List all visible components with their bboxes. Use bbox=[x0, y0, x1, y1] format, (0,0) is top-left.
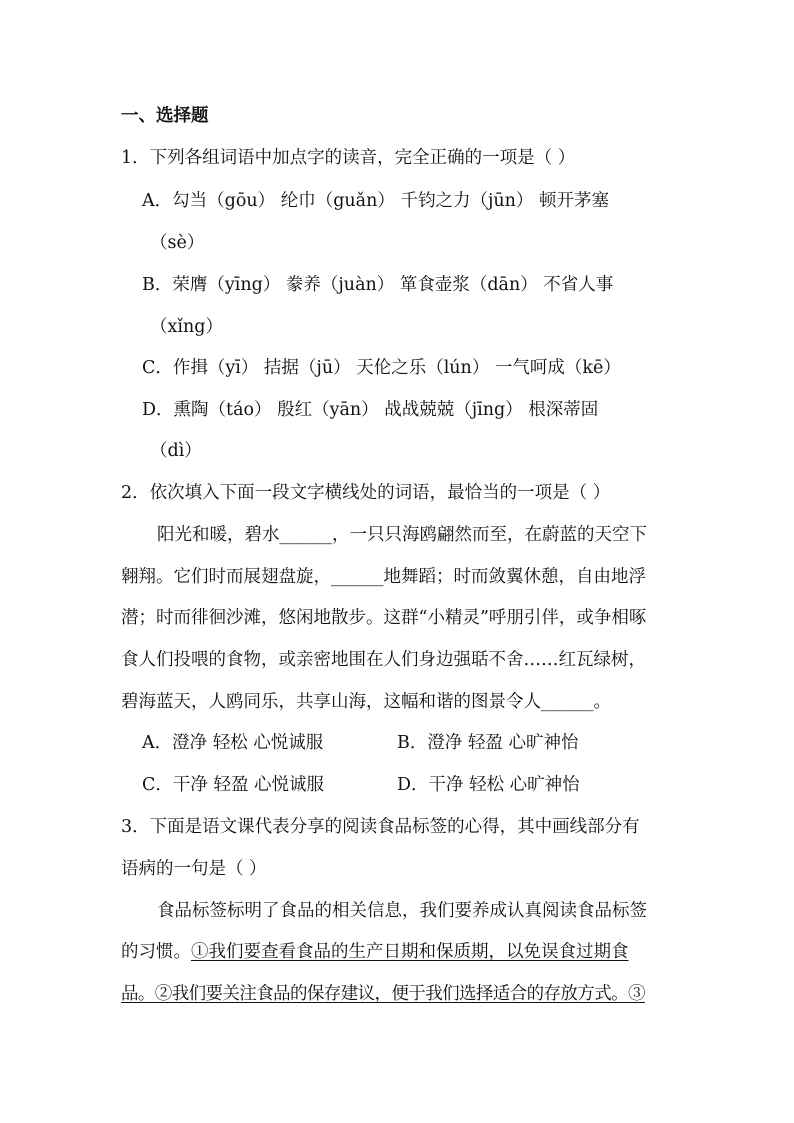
q3-stem: 3．下面是语文课代表分享的阅读食品标签的心得，其中画线部分有 bbox=[121, 817, 640, 837]
q2-passage-line: 翱翔。它们时而展翅盘旋，______地舞蹈；时而敛翼休憩，自由地浮 bbox=[121, 567, 646, 587]
q2-passage-line: 碧海蓝天，人鸥同乐，共享山海，这幅和谐的图景令人______。 bbox=[121, 692, 611, 712]
section-title: 一、选择题 bbox=[121, 106, 209, 126]
q1-stem: 1．下列各组词语中加点字的读音，完全正确的一项是（ ） bbox=[121, 148, 576, 168]
q3-stem-cont: 语病的一句是（ ） bbox=[121, 859, 267, 879]
q3-passage-plain: 的习惯。 bbox=[121, 942, 191, 962]
q1-option-d-cont: （dì） bbox=[150, 441, 202, 461]
q2-option-c: C．干净 轻盈 心悦诚服 bbox=[142, 775, 325, 795]
q2-passage-line: 食人们投喂的食物，或亲密地围在人们身边强聒不舍……红瓦绿树， bbox=[121, 650, 646, 670]
q3-underlined-sentence-1: ①我们要查看食品的生产日期和保质期，以免误食过期食 bbox=[191, 942, 629, 962]
q3-passage-line: 食品标签标明了食品的相关信息，我们要养成认真阅读食品标签 bbox=[157, 901, 647, 921]
q2-option-a: A．澄净 轻松 心悦诚服 bbox=[142, 733, 324, 753]
q1-option-b: B．荣膺（yīng） 豢养（juàn） 箪食壶浆（dān） 不省人事 bbox=[142, 275, 614, 295]
q1-option-d: D．熏陶（táo） 殷红（yān） 战战兢兢（jīng） 根深蒂固 bbox=[142, 400, 599, 420]
q3-passage-line bbox=[121, 940, 629, 964]
q2-option-b: B．澄净 轻盈 心旷神怡 bbox=[397, 733, 579, 753]
q3-underlined-sentence-2: 品。②我们要关注食品的保存建议，便于我们选择适合的存放方式。③ bbox=[121, 984, 645, 1004]
q2-stem: 2．依次填入下面一段文字横线处的词语，最恰当的一项是（ ） bbox=[121, 483, 611, 503]
q2-passage-line: 潜；时而徘徊沙滩，悠闲地散步。这群“小精灵”呼朋引伴，或争相啄 bbox=[121, 608, 647, 628]
q2-passage-line: 阳光和暖，碧水______，一只只海鸥翩然而至，在蔚蓝的天空下 bbox=[157, 525, 647, 545]
q1-option-a-cont: （sè） bbox=[150, 233, 205, 253]
q2-option-d: D．干净 轻松 心旷神怡 bbox=[397, 775, 580, 795]
q1-option-a: A．勾当（gōu） 纶巾（guǎn） 千钧之力（jūn） 顿开茅塞 bbox=[142, 191, 609, 211]
q1-option-c: C．作揖（yī） 拮据（jū） 天伦之乐（lún） 一气呵成（kē） bbox=[142, 358, 621, 378]
q1-option-b-cont: （xǐng） bbox=[150, 317, 223, 337]
